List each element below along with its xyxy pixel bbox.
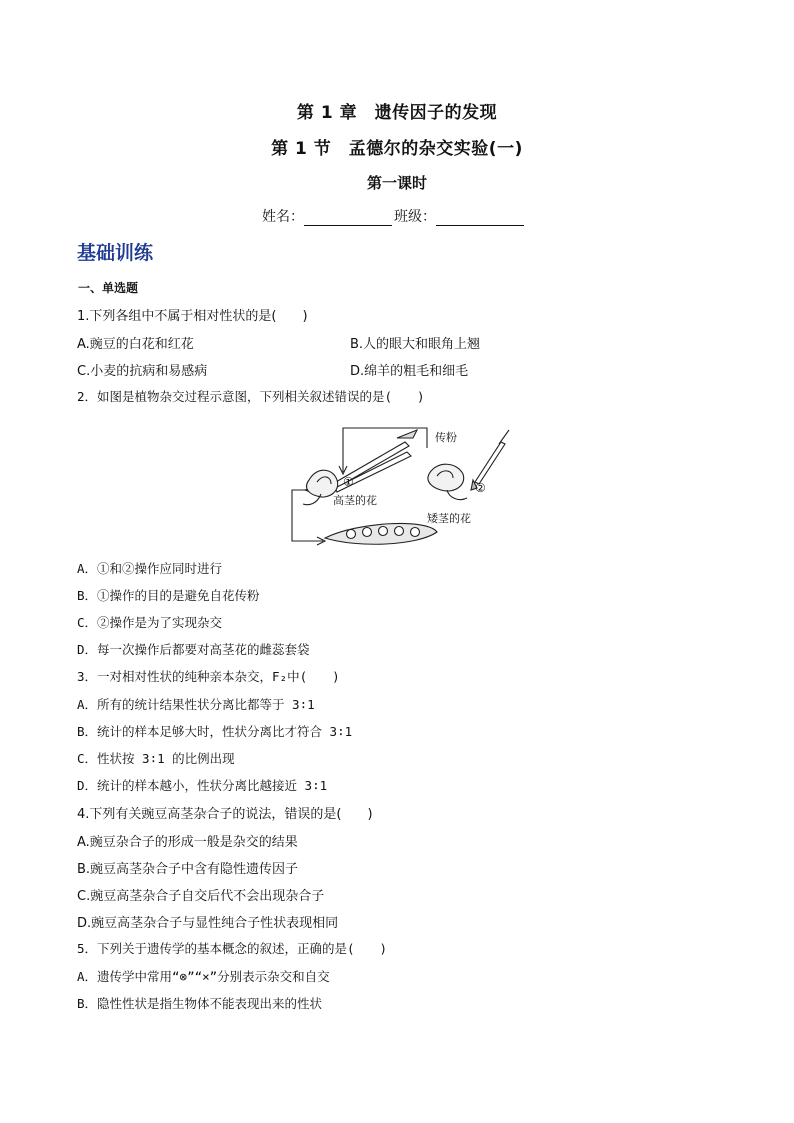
tweezers-icon [329,442,409,490]
section-title: 第 1 节 孟德尔的杂交实验(一) [271,139,523,159]
q1-option-a: A.豌豆的白花和红花 [77,337,194,352]
q2-option-c: C．②操作是为了实现杂交 [77,615,223,630]
q2-option-b: B．①操作的目的是避免自花传粉 [77,588,260,603]
pollination-diagram [287,424,517,550]
student-info-line [262,206,524,226]
q2-option-d: D．每一次操作后都要对高茎花的雌蕊套袋 [77,642,310,657]
q5-option-b: B．隐性性状是指生物体不能表现出来的性状 [77,996,323,1011]
label-tall-flower: 高茎的花 [333,494,377,507]
label-pollination: 传粉 [435,431,457,444]
name-label: 姓名： [262,209,304,225]
q4-option-a: A.豌豆杂合子的形成一般是杂交的结果 [77,835,298,850]
pod-arrow-line [292,490,323,541]
lesson-title: 第一课时 [366,174,427,192]
part-heading: 一、单选题 [78,281,139,295]
class-label: 班级： [394,209,436,225]
q1-option-c: C.小麦的抗病和易感病 [77,364,208,379]
q5-stem: 5．下列关于遗传学的基本概念的叙述，正确的是( ) [77,941,388,956]
q4-option-d: D.豌豆高茎杂合子与显性纯合子性状表现相同 [77,916,339,931]
short-flower-icon [428,464,467,499]
label-step-1: ① [343,475,354,489]
q1-option-b: B.人的眼大和眼角上翘 [350,337,481,352]
q3-option-b: B．统计的样本足够大时，性状分离比才符合 3∶1 [77,724,353,739]
q3-stem: 3．一对相对性状的纯种亲本杂交，F₂中( ) [77,669,340,684]
q1-option-d: D.绵羊的粗毛和细毛 [350,364,469,379]
q3-option-d: D．统计的样本越小，性状分离比越接近 3∶1 [77,778,328,793]
chapter-title: 第 1 章 遗传因子的发现 [296,103,498,123]
q3-option-c: C．性状按 3∶1 的比例出现 [77,751,235,766]
q5-option-a: A．遗传学中常用“⊗”“×”分别表示杂交和自交 [77,969,330,984]
label-step-2: ② [475,481,486,495]
q3-option-a: A．所有的统计结果性状分离比都等于 3∶1 [77,697,315,712]
pea-pod-icon [325,523,437,544]
name-blank[interactable] [304,210,392,226]
training-heading: 基础训练 [77,242,154,264]
label-short-flower: 矮茎的花 [427,512,471,525]
q2-stem: 2．如图是植物杂交过程示意图，下列相关叙述错误的是( ) [77,389,425,404]
q4-option-b: B.豌豆高茎杂合子中含有隐性遗传因子 [77,862,299,877]
q2-option-a: A．①和②操作应同时进行 [77,561,223,576]
class-blank[interactable] [436,210,524,226]
q1-stem: 1.下列各组中不属于相对性状的是( ) [77,309,308,324]
q4-option-c: C.豌豆高茎杂合子自交后代不会出现杂合子 [77,889,325,904]
q4-stem: 4.下列有关豌豆高茎杂合子的说法，错误的是( ) [77,807,373,822]
